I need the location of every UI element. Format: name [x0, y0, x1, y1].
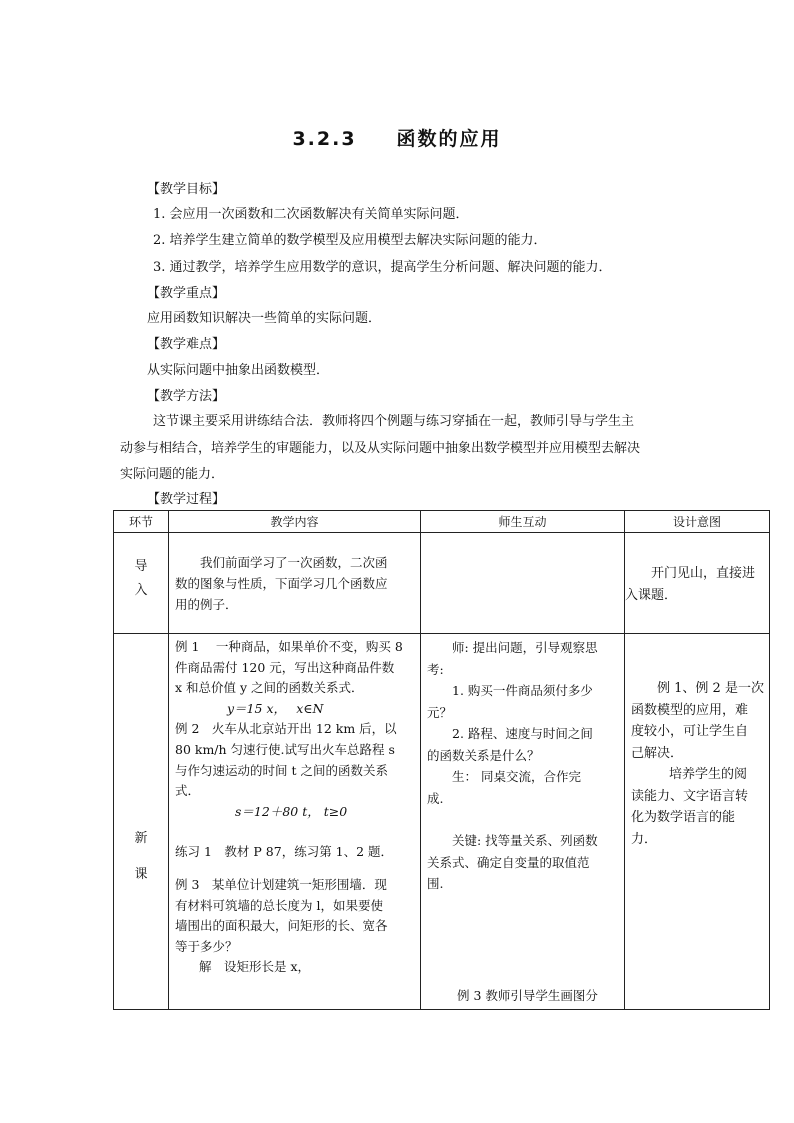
focus-text: 应用函数知识解决一些简单的实际问题．	[147, 311, 382, 326]
stage-new-char-2: 课	[134, 867, 148, 882]
practice-line: 练习 1 教材 P 87，练习第 1、2 题．	[175, 844, 394, 860]
example-2-line-1: 例 2 火车从北京站开出 12 km 后，以	[175, 721, 397, 737]
goal-item-3: 3. 通过教学，培养学生应用数学的意识，提高学生分析问题、解决问题的能力．	[153, 260, 612, 275]
example-3-line-3: 墙围出的面积最大，问矩形的长、宽各	[175, 918, 388, 934]
focus-heading: 【教学重点】	[147, 286, 226, 301]
example-3-line-2: 有材料可筑墙的总长度为 l，如果要使	[175, 897, 383, 913]
intro-intent-line-2: 入课题．	[625, 588, 678, 603]
intent-p2-line-1: 培养学生的阅	[669, 767, 748, 782]
intro-content-line-1: 我们前面学习了一次函数，二次函	[200, 555, 388, 570]
example-2-formula: s＝12＋80 t， t≥0	[235, 803, 348, 819]
method-line-3: 实际问题的能力．	[120, 467, 225, 482]
content-cell-intro	[169, 533, 421, 634]
example-2-line-3: 与作匀速运动的时间 t 之间的函数关系	[175, 762, 388, 778]
header-stage: 环节	[114, 511, 169, 533]
method-line-2: 动参与相结合，培养学生的审题能力，以及从实际问题中抽象出数学模型并应用模型去解决	[120, 441, 641, 456]
example-2-line-4: 式．	[175, 783, 201, 799]
header-intent: 设计意图	[625, 511, 770, 533]
goal-item-2: 2. 培养学生建立简单的数学模型及应用模型去解决实际问题的能力．	[153, 233, 547, 248]
table-row-new-lesson	[114, 634, 770, 1010]
interaction-cell-new	[421, 634, 625, 1010]
intent-cell-new	[625, 634, 770, 1010]
stage-new-char-1: 新	[134, 831, 148, 846]
interaction-intro-line-2: 考:	[427, 661, 444, 677]
example-1-line-2: 件商品需付 120 元，写出这种商品件数	[175, 659, 395, 675]
process-heading: 【教学过程】	[147, 492, 226, 507]
example-3-note: 例 3 教师引导学生画图分	[457, 988, 598, 1003]
stage-cell-intro	[114, 533, 169, 634]
page-title	[0, 124, 794, 151]
example-1-line-3: x 和总价值 y 之间的函数关系式．	[175, 680, 364, 696]
intro-content-line-2: 数的图象与性质，下面学习几个函数应	[175, 576, 388, 591]
intent-p1-line-3: 度较小，可让学生自	[631, 724, 749, 739]
key-line-3: 围.	[427, 876, 444, 891]
intent-cell-intro	[625, 533, 770, 634]
key-line-1: 关键: 找等量关系、列函数	[452, 833, 598, 848]
lesson-table	[113, 510, 770, 1010]
example-2-line-2: 80 km/h 匀速行使.试写出火车总路程 s	[175, 741, 395, 757]
question-1-line-2: 元？	[427, 704, 453, 720]
intent-p1-line-1: 例 1、例 2 是一次	[657, 681, 764, 696]
student-line-1: 生： 同桌交流，合作完	[452, 769, 581, 784]
goals-heading: 【教学目标】	[147, 182, 226, 197]
method-heading: 【教学方法】	[147, 389, 226, 404]
intent-p2-line-3: 化为数学语言的能	[631, 810, 736, 825]
method-line-1: 这节课主要采用讲练结合法．教师将四个例题与练习穿插在一起，教师引导与学生主	[153, 414, 635, 429]
header-interaction: 师生互动	[421, 511, 625, 533]
table-header-row	[114, 511, 770, 533]
difficulty-heading: 【教学难点】	[147, 337, 226, 352]
difficulty-text: 从实际问题中抽象出函数模型．	[147, 363, 330, 378]
goal-item-1: 1. 会应用一次函数和二次函数解决有关简单实际问题．	[153, 207, 469, 222]
intent-p1-line-2: 函数模型的应用，难	[631, 702, 749, 718]
question-2-line-1: 2. 路程、速度与时间之间	[452, 726, 593, 741]
intent-p1-line-4: 己解决．	[631, 745, 684, 761]
intent-p2-line-2: 读能力、文字语言转	[631, 788, 749, 804]
example-3-line-4: 等于多少？	[175, 938, 238, 954]
question-2-line-2: 的函数关系是什么？	[427, 747, 540, 763]
section-number: 3.2.3	[292, 128, 357, 150]
table-row-intro	[114, 533, 770, 634]
key-line-2: 关系式、确定自变量的取值范	[427, 854, 590, 870]
intro-content-line-3: 用的例子．	[175, 597, 238, 612]
solution-line: 解 设矩形长是 x，	[199, 959, 311, 975]
example-3-line-1: 例 3 某单位计划建筑一矩形围墙．现	[175, 876, 387, 892]
example-1-formula: y＝15 x， x∈N	[227, 700, 324, 716]
question-1-line-1: 1. 购买一件商品须付多少	[452, 683, 593, 698]
header-content: 教学内容	[169, 511, 421, 533]
example-1-line-1: 例 1 一种商品，如果单价不变，购买 8	[175, 639, 403, 654]
content-cell-new	[169, 634, 421, 1010]
student-line-2: 成.	[427, 790, 444, 806]
intro-intent-line-1: 开门见山，直接进	[651, 566, 756, 581]
intent-p2-line-4: 力．	[631, 831, 658, 847]
title-text: 函数的应用	[396, 128, 502, 150]
stage-intro-char-1: 导	[134, 559, 148, 574]
interaction-cell-intro	[421, 533, 625, 634]
stage-cell-new	[114, 634, 169, 1010]
stage-intro-char-2: 入	[134, 583, 148, 598]
interaction-intro-line-1: 师: 提出问题，引导观察思	[452, 640, 598, 655]
